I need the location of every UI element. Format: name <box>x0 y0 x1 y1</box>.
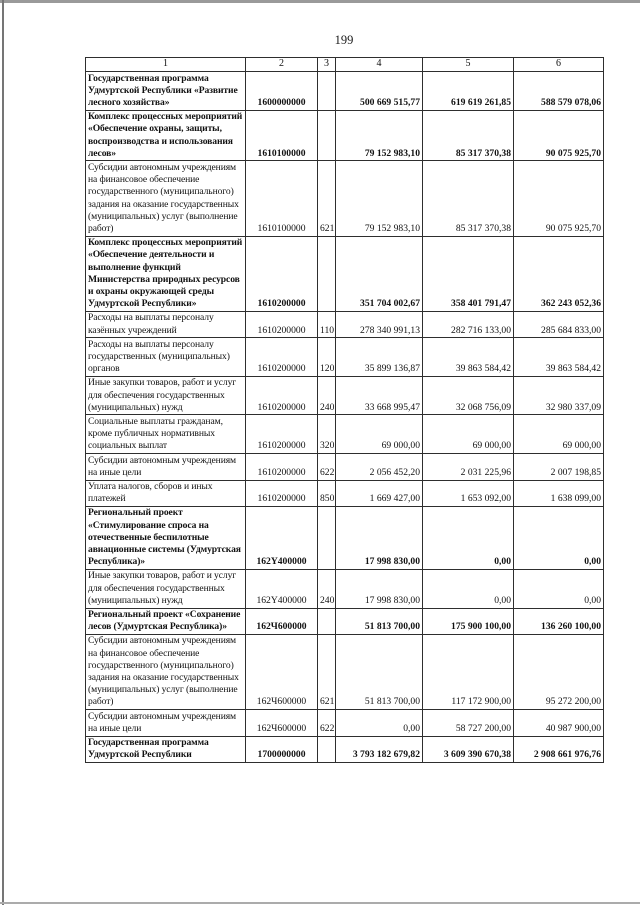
amount-col6-cell: 39 863 584,42 <box>514 338 604 377</box>
table-row <box>86 506 604 569</box>
target-article-code-cell: 1610200000 <box>246 376 318 415</box>
target-article-code-cell: 162Ч600000 <box>246 634 318 709</box>
expense-type-code-cell <box>318 72 336 111</box>
column-header-3: 3 <box>318 58 336 72</box>
amount-col6-cell: 2 007 198,85 <box>514 454 604 480</box>
expense-name-cell: Субсидии автономным учреждениям на финансовое обеспечение государственного (муниципального) задания на оказание государственных (муниципальных) услуг (выполнение работ) <box>86 634 246 709</box>
target-article-code-cell: 1610200000 <box>246 311 318 337</box>
amount-col4-cell: 351 704 002,67 <box>336 236 423 311</box>
amount-col4-cell: 1 669 427,00 <box>336 480 423 506</box>
table-row <box>86 72 604 111</box>
amount-col5-cell: 175 900 100,00 <box>423 608 514 634</box>
page-number: 199 <box>334 33 354 47</box>
amount-col4-cell: 2 056 452,20 <box>336 454 423 480</box>
target-article-code-cell: 1610100000 <box>246 161 318 236</box>
target-article-code-cell: 1610200000 <box>246 415 318 454</box>
expense-type-code-cell <box>318 110 336 161</box>
expense-type-code-cell: 850 <box>318 480 336 506</box>
amount-col5-cell: 85 317 370,38 <box>423 110 514 161</box>
amount-col6-cell: 2 908 661 976,76 <box>514 736 604 762</box>
amount-col4-cell: 69 000,00 <box>336 415 423 454</box>
table-row <box>86 608 604 634</box>
amount-col4-cell: 0,00 <box>336 710 423 736</box>
expense-name-cell: Субсидии автономным учреждениям на иные цели <box>86 710 246 736</box>
amount-col6-cell: 285 684 833,00 <box>514 311 604 337</box>
expense-name-cell: Расходы на выплаты персоналу государственных (муниципальных) органов <box>86 338 246 377</box>
target-article-code-cell: 1610200000 <box>246 236 318 311</box>
amount-col5-cell: 619 619 261,85 <box>423 72 514 111</box>
amount-col6-cell: 0,00 <box>514 506 604 569</box>
expense-type-code-cell: 120 <box>318 338 336 377</box>
amount-col6-cell: 40 987 900,00 <box>514 710 604 736</box>
expense-name-cell: Расходы на выплаты персоналу казённых учреждений <box>86 311 246 337</box>
amount-col5-cell: 0,00 <box>423 506 514 569</box>
table-row <box>86 634 604 709</box>
amount-col5-cell: 69 000,00 <box>423 415 514 454</box>
amount-col4-cell: 51 813 700,00 <box>336 608 423 634</box>
expense-type-code-cell: 240 <box>318 569 336 608</box>
amount-col4-cell: 51 813 700,00 <box>336 634 423 709</box>
target-article-code-cell: 1600000000 <box>246 72 318 111</box>
expense-type-code-cell: 320 <box>318 415 336 454</box>
target-article-code-cell: 162Ч600000 <box>246 710 318 736</box>
amount-col6-cell: 95 272 200,00 <box>514 634 604 709</box>
target-article-code-cell: 162Y400000 <box>246 506 318 569</box>
column-header-5: 5 <box>423 58 514 72</box>
column-header-6: 6 <box>514 58 604 72</box>
expense-name-cell: Региональный проект «Сохранение лесов (Удмуртская Республика)» <box>86 608 246 634</box>
amount-col6-cell: 1 638 099,00 <box>514 480 604 506</box>
amount-col4-cell: 278 340 991,13 <box>336 311 423 337</box>
amount-col4-cell: 33 668 995,47 <box>336 376 423 415</box>
target-article-code-cell: 1610200000 <box>246 480 318 506</box>
expense-type-code-cell <box>318 506 336 569</box>
table-row <box>86 338 604 377</box>
scan-edge-left <box>2 0 4 905</box>
expense-name-cell: Субсидии автономным учреждениям на иные цели <box>86 454 246 480</box>
table-row <box>86 236 604 311</box>
amount-col5-cell: 58 727 200,00 <box>423 710 514 736</box>
amount-col5-cell: 39 863 584,42 <box>423 338 514 377</box>
expense-name-cell: Субсидии автономным учреждениям на финансовое обеспечение государственного (муниципального) задания на оказание государственных (муниципальных) услуг (выполнение работ) <box>86 161 246 236</box>
expense-type-code-cell <box>318 236 336 311</box>
expense-type-code-cell <box>318 608 336 634</box>
column-header-1: 1 <box>86 58 246 72</box>
expense-type-code-cell: 622 <box>318 710 336 736</box>
table-row <box>86 454 604 480</box>
amount-col6-cell: 32 980 337,09 <box>514 376 604 415</box>
expense-name-cell: Иные закупки товаров, работ и услуг для обеспечения государственных (муниципальных) нужд <box>86 569 246 608</box>
budget-table-header <box>86 58 604 72</box>
amount-col4-cell: 17 998 830,00 <box>336 569 423 608</box>
target-article-code-cell: 1610100000 <box>246 110 318 161</box>
amount-col6-cell: 90 075 925,70 <box>514 110 604 161</box>
column-header-2: 2 <box>246 58 318 72</box>
amount-col5-cell: 85 317 370,38 <box>423 161 514 236</box>
expense-name-cell: Региональный проект «Стимулирование спроса на отечественные беспилотные авиационные системы (Удмуртская Республика)» <box>86 506 246 569</box>
target-article-code-cell: 162Y400000 <box>246 569 318 608</box>
table-row <box>86 161 604 236</box>
scan-edge-top <box>0 0 640 3</box>
amount-col5-cell: 32 068 756,09 <box>423 376 514 415</box>
amount-col5-cell: 358 401 791,47 <box>423 236 514 311</box>
amount-col5-cell: 1 653 092,00 <box>423 480 514 506</box>
scan-edge-bottom <box>0 902 640 904</box>
budget-table <box>85 57 604 763</box>
expense-name-cell: Государственная программа Удмуртской Республики «Развитие лесного хозяйства» <box>86 72 246 111</box>
amount-col5-cell: 117 172 900,00 <box>423 634 514 709</box>
table-row <box>86 736 604 762</box>
target-article-code-cell: 1610200000 <box>246 338 318 377</box>
amount-col5-cell: 2 031 225,96 <box>423 454 514 480</box>
budget-table-body <box>86 72 604 763</box>
amount-col4-cell: 500 669 515,77 <box>336 72 423 111</box>
table-row <box>86 710 604 736</box>
expense-name-cell: Иные закупки товаров, работ и услуг для обеспечения государственных (муниципальных) нужд <box>86 376 246 415</box>
amount-col4-cell: 79 152 983,10 <box>336 161 423 236</box>
amount-col5-cell: 3 609 390 670,38 <box>423 736 514 762</box>
amount-col6-cell: 588 579 078,06 <box>514 72 604 111</box>
amount-col4-cell: 79 152 983,10 <box>336 110 423 161</box>
amount-col6-cell: 90 075 925,70 <box>514 161 604 236</box>
table-row <box>86 311 604 337</box>
amount-col5-cell: 0,00 <box>423 569 514 608</box>
amount-col4-cell: 3 793 182 679,82 <box>336 736 423 762</box>
table-row <box>86 110 604 161</box>
amount-col6-cell: 136 260 100,00 <box>514 608 604 634</box>
expense-type-code-cell <box>318 736 336 762</box>
expense-name-cell: Комплекс процессных мероприятий «Обеспечение охраны, защиты, воспроизводства и использования лесов» <box>86 110 246 161</box>
amount-col5-cell: 282 716 133,00 <box>423 311 514 337</box>
table-row <box>86 569 604 608</box>
column-header-4: 4 <box>336 58 423 72</box>
expense-type-code-cell: 621 <box>318 634 336 709</box>
target-article-code-cell: 1610200000 <box>246 454 318 480</box>
amount-col4-cell: 17 998 830,00 <box>336 506 423 569</box>
expense-type-code-cell: 240 <box>318 376 336 415</box>
table-row <box>86 376 604 415</box>
amount-col6-cell: 362 243 052,36 <box>514 236 604 311</box>
header-row <box>86 58 604 72</box>
amount-col6-cell: 69 000,00 <box>514 415 604 454</box>
target-article-code-cell: 1700000000 <box>246 736 318 762</box>
expense-type-code-cell: 110 <box>318 311 336 337</box>
expense-type-code-cell: 622 <box>318 454 336 480</box>
expense-type-code-cell: 621 <box>318 161 336 236</box>
table-row <box>86 415 604 454</box>
amount-col6-cell: 0,00 <box>514 569 604 608</box>
expense-name-cell: Уплата налогов, сборов и иных платежей <box>86 480 246 506</box>
expense-name-cell: Социальные выплаты гражданам, кроме публичных нормативных социальных выплат <box>86 415 246 454</box>
amount-col4-cell: 35 899 136,87 <box>336 338 423 377</box>
target-article-code-cell: 162Ч600000 <box>246 608 318 634</box>
expense-name-cell: Государственная программа Удмуртской Республики <box>86 736 246 762</box>
table-row <box>86 480 604 506</box>
expense-name-cell: Комплекс процессных мероприятий «Обеспечение деятельности и выполнение функций Министерства природных ресурсов и охраны окружающей среды Удмуртской Республики» <box>86 236 246 311</box>
